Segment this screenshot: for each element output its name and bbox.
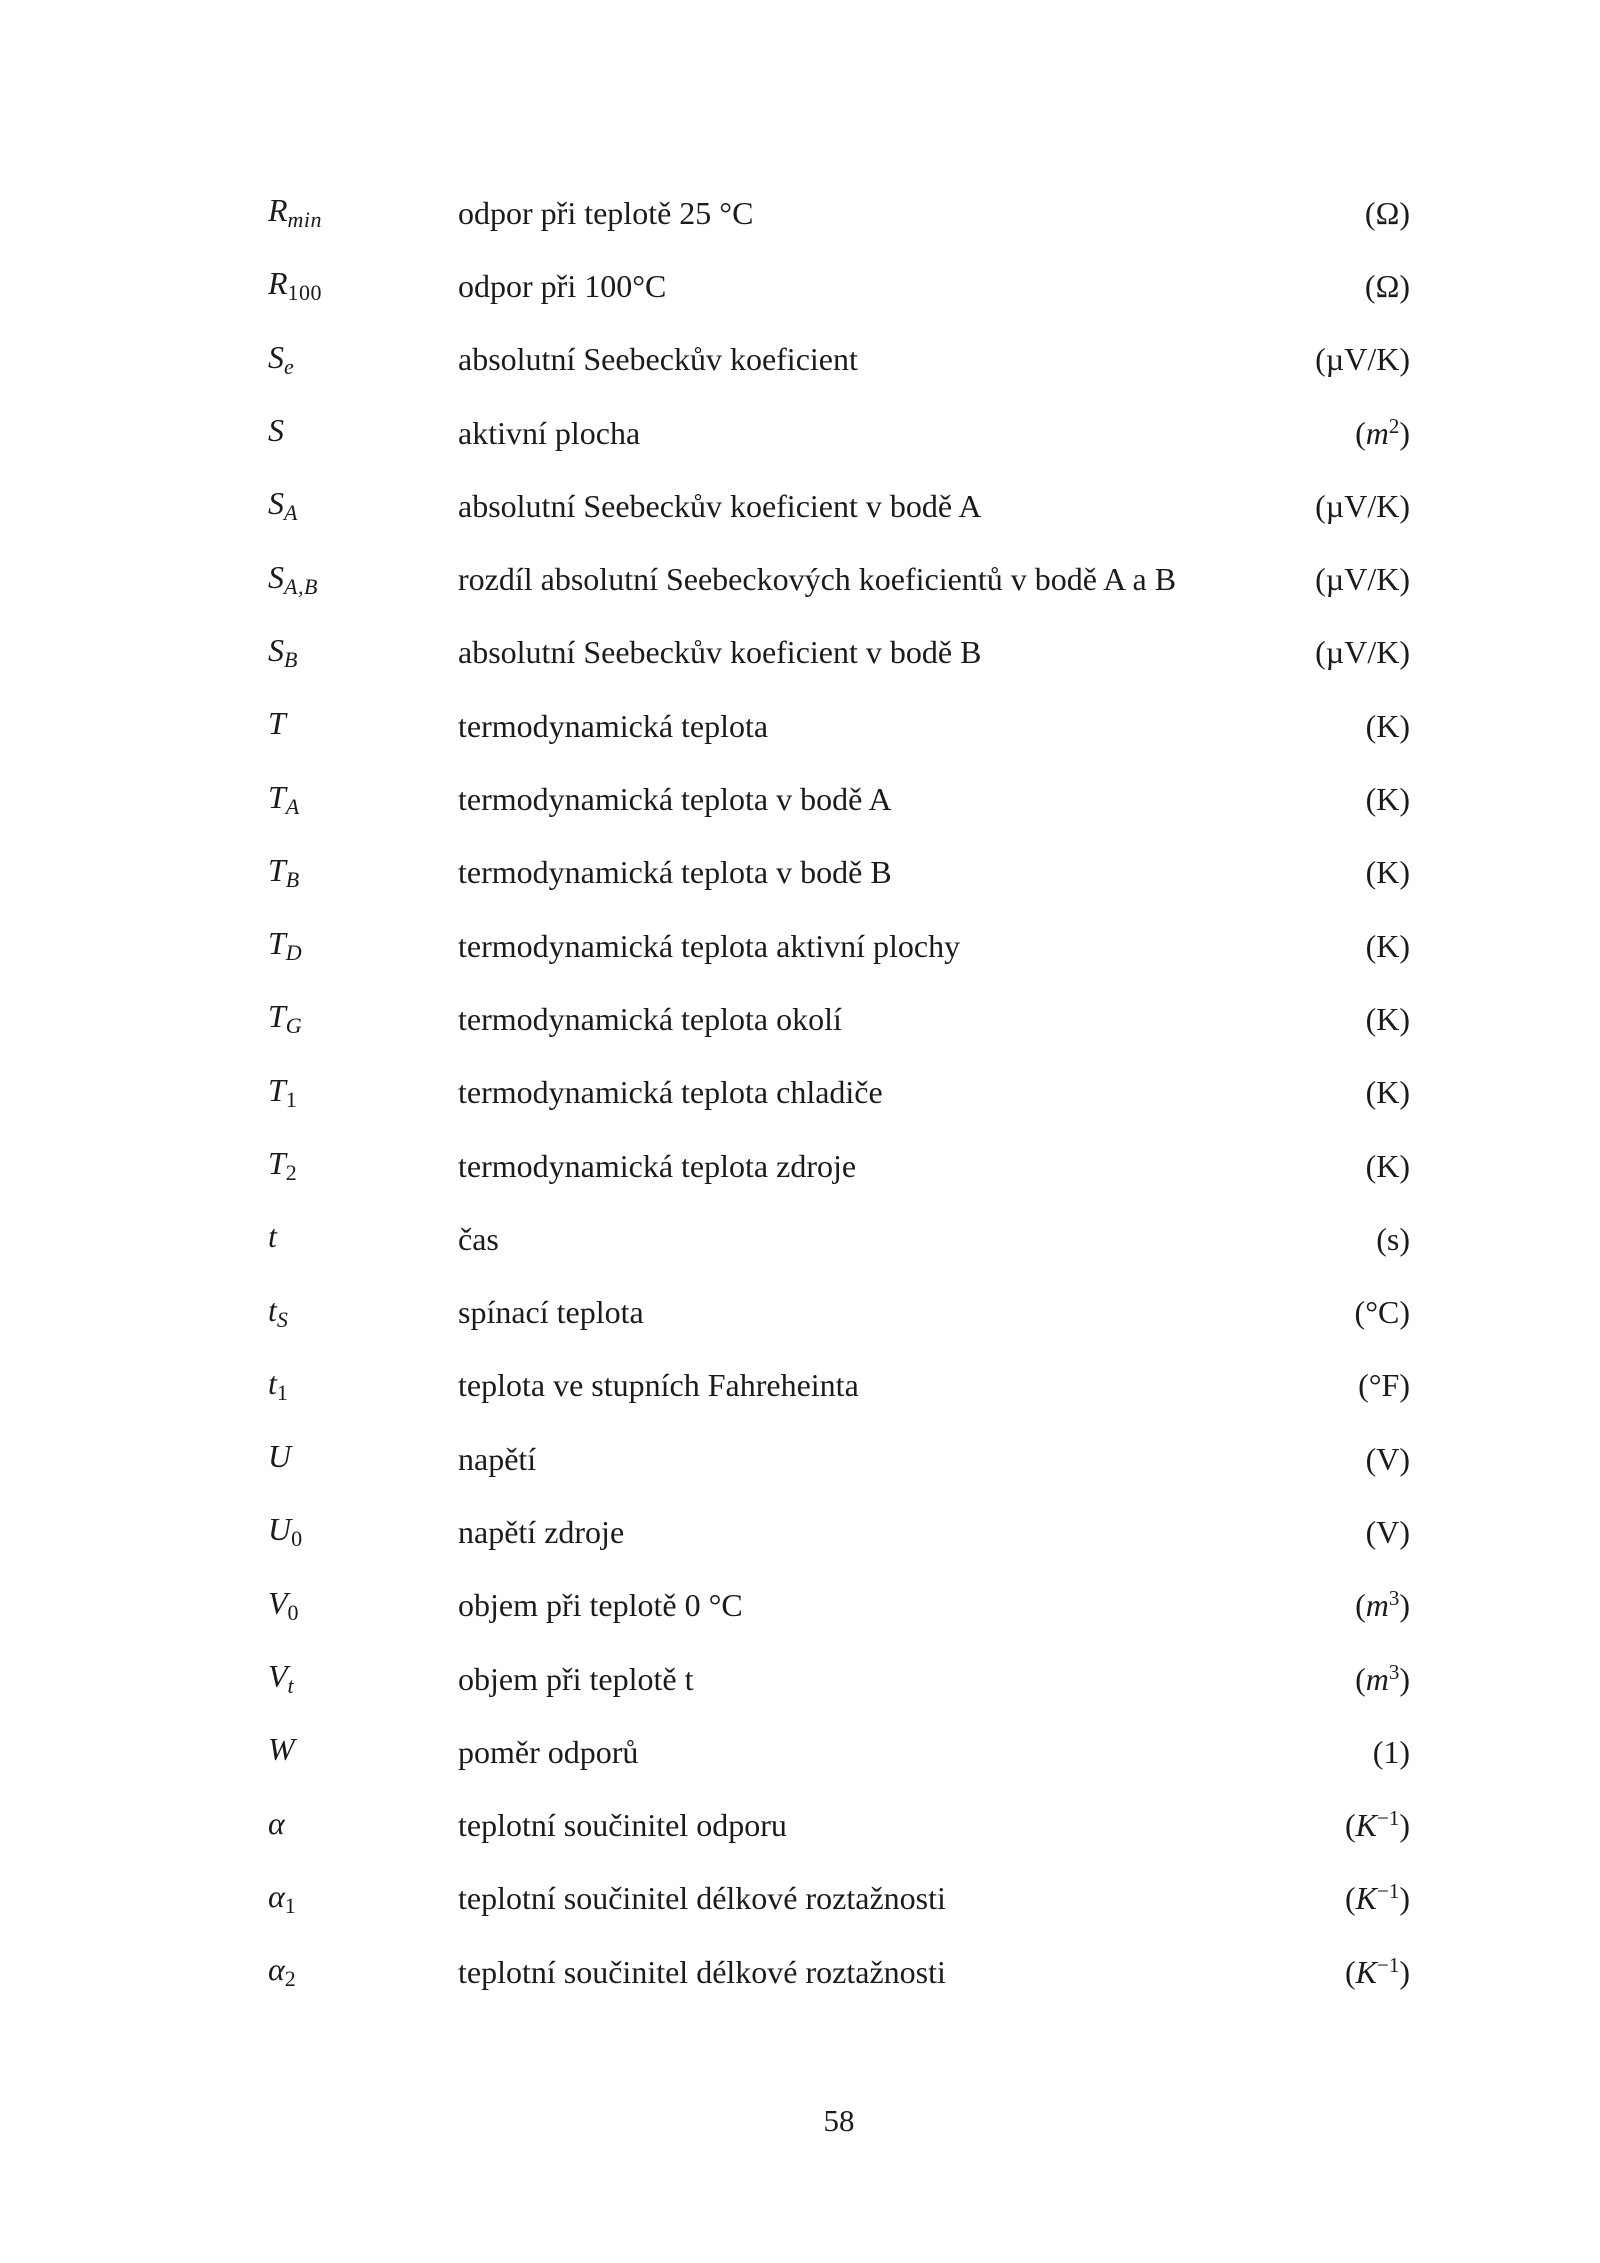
symbol (268, 338, 458, 379)
symbol-unit (1365, 1147, 1410, 1184)
symbol-description: termodynamická teplota okolí (458, 1000, 842, 1037)
symbol-unit (1315, 341, 1410, 378)
unit-open-paren: ( (1365, 854, 1377, 891)
unit-base: V (1376, 1513, 1400, 1550)
symbol-row (268, 1349, 1410, 1422)
symbol-unit (1365, 854, 1410, 891)
page-number: 58 (823, 2103, 855, 2138)
symbol-row (268, 1422, 1410, 1495)
symbol-description: objem při teplotě t (458, 1660, 694, 1697)
unit-superscript: −1 (1377, 1879, 1400, 1904)
unit-base: m (1365, 1587, 1389, 1624)
symbol-description: termodynamická teplota v bodě A (458, 781, 892, 818)
unit-open-paren: ( (1376, 1220, 1387, 1257)
symbol-row (268, 1715, 1410, 1788)
unit-close-paren: ) (1399, 854, 1410, 891)
symbol-list (268, 176, 1410, 2008)
unit-open-paren: ( (1315, 487, 1326, 524)
symbol-subscript: 1 (285, 1086, 298, 1112)
unit-base: K (1376, 1147, 1400, 1184)
unit-open-paren: ( (1364, 194, 1376, 231)
symbol-letter: T (268, 925, 286, 962)
symbol-letter: T (268, 1071, 286, 1108)
symbol-row (268, 1275, 1410, 1348)
unit-base: m (1365, 414, 1389, 451)
symbol-row (268, 1056, 1410, 1129)
symbol (268, 1147, 458, 1184)
unit-open-paren: ( (1345, 1807, 1356, 1844)
symbol (268, 194, 458, 231)
symbol-letter: T (268, 851, 286, 888)
symbol-subscript: G (285, 1013, 303, 1039)
unit-base: °F (1368, 1367, 1400, 1404)
symbol (268, 1440, 458, 1477)
unit-close-paren: ) (1399, 1660, 1410, 1697)
unit-base: K (1376, 854, 1400, 891)
symbol-letter: V (268, 1658, 288, 1695)
symbol (268, 414, 458, 451)
symbol-description: poměr odporů (458, 1733, 639, 1770)
unit-base: µV/K (1325, 634, 1400, 671)
symbol (268, 927, 458, 964)
symbol-subscript: D (285, 940, 303, 966)
unit-open-paren: ( (1365, 1000, 1377, 1037)
symbol-description: spínací teplota (458, 1294, 644, 1331)
unit-close-paren: ) (1399, 1074, 1410, 1111)
symbol-description: odpor při teplotě 25 °C (458, 194, 754, 231)
symbol-unit (1365, 1440, 1410, 1477)
symbol (268, 1071, 458, 1112)
symbol-description: teplotní součinitel délkové roztažnosti (458, 1880, 946, 1917)
symbol-row (268, 1862, 1410, 1935)
unit-close-paren: ) (1399, 341, 1410, 378)
unit-close-paren: ) (1399, 707, 1410, 744)
symbol (268, 1220, 458, 1257)
symbol-subscript: 1 (276, 1379, 289, 1405)
symbol-letter: α (268, 1951, 285, 1988)
unit-close-paren: ) (1399, 1367, 1410, 1404)
unit-close-paren: ) (1399, 1000, 1410, 1037)
symbol-row (268, 542, 1410, 615)
unit-open-paren: ( (1355, 1587, 1366, 1624)
symbol-description: čas (458, 1220, 499, 1257)
symbol-letter: t (268, 1364, 277, 1401)
symbol-unit (1372, 1733, 1410, 1770)
unit-close-paren: ) (1399, 267, 1410, 304)
unit-open-paren: ( (1365, 1074, 1377, 1111)
symbol-unit (1364, 267, 1410, 304)
symbol-unit (1376, 1220, 1410, 1257)
unit-base: Ω (1375, 267, 1400, 304)
symbol (268, 1513, 458, 1550)
symbol-unit (1365, 1074, 1410, 1111)
symbol-description: termodynamická teplota (458, 707, 769, 744)
symbol-row (268, 762, 1410, 835)
unit-open-paren: ( (1315, 341, 1326, 378)
symbol-unit (1315, 487, 1410, 524)
symbol (268, 851, 458, 892)
symbol-letter: S (268, 631, 284, 668)
unit-open-paren: ( (1365, 1440, 1377, 1477)
symbol-description: absolutní Seebeckův koeficient v bodě B (458, 634, 982, 671)
unit-close-paren: ) (1399, 414, 1410, 451)
unit-superscript: −1 (1377, 1806, 1400, 1831)
symbol-row (268, 1495, 1410, 1568)
symbol-row (268, 1129, 1410, 1202)
unit-base: µV/K (1325, 487, 1400, 524)
unit-base: V (1376, 1440, 1400, 1477)
symbol-letter: U (268, 1511, 292, 1548)
unit-superscript: −1 (1377, 1952, 1400, 1977)
symbol-letter: U (268, 1438, 292, 1475)
unit-base: K (1376, 927, 1400, 964)
symbol-description: termodynamická teplota aktivní plochy (458, 927, 961, 964)
unit-close-paren: ) (1399, 561, 1410, 598)
symbol-description: termodynamická teplota v bodě B (458, 854, 892, 891)
unit-base: °C (1365, 1294, 1400, 1331)
symbol-letter: S (268, 485, 284, 522)
unit-base: K (1376, 1074, 1400, 1111)
symbol-row (268, 1642, 1410, 1715)
symbol-subscript: A,B (284, 573, 318, 599)
symbol (268, 1733, 458, 1770)
symbol-subscript: 100 (287, 280, 323, 306)
symbol-description: rozdíl absolutní Seebeckových koeficientů v bodě A a B (458, 561, 1177, 598)
symbol-letter: W (268, 1731, 295, 1768)
symbol-row (268, 616, 1410, 689)
symbol-letter: R (268, 265, 288, 302)
unit-base: µV/K (1325, 561, 1400, 598)
unit-close-paren: ) (1399, 1513, 1410, 1550)
symbol-description: aktivní plocha (458, 414, 641, 451)
unit-open-paren: ( (1315, 561, 1326, 598)
unit-close-paren: ) (1399, 927, 1410, 964)
unit-close-paren: ) (1399, 1440, 1410, 1477)
symbol-unit (1365, 1000, 1410, 1037)
symbol-letter: T (268, 1145, 286, 1181)
symbol-description: napětí zdroje (458, 1513, 625, 1550)
symbol-unit (1345, 1952, 1410, 1990)
unit-open-paren: ( (1365, 1147, 1377, 1184)
unit-superscript: 3 (1388, 1659, 1400, 1684)
symbol (268, 1804, 458, 1844)
symbol-subscript: 2 (284, 1966, 297, 1992)
symbol-row (268, 323, 1410, 396)
unit-open-paren: ( (1365, 1513, 1377, 1550)
unit-close-paren: ) (1399, 1953, 1410, 1990)
symbol-row (268, 396, 1410, 469)
symbol-subscript: B (285, 866, 300, 892)
unit-open-paren: ( (1358, 1367, 1369, 1404)
unit-base: 1 (1383, 1733, 1400, 1770)
unit-open-paren: ( (1345, 1953, 1356, 1990)
symbol-subscript: t (287, 1673, 295, 1699)
symbol-description: termodynamická teplota zdroje (458, 1147, 857, 1184)
unit-base: K (1355, 1807, 1377, 1844)
unit-open-paren: ( (1364, 267, 1376, 304)
symbol (268, 1000, 458, 1037)
symbol-row (268, 176, 1410, 249)
unit-close-paren: ) (1399, 1807, 1410, 1844)
symbol-row (268, 982, 1410, 1055)
symbol (268, 487, 458, 524)
symbol-row (268, 469, 1410, 542)
symbol-letter: S (268, 412, 284, 449)
symbol-description: teplotní součinitel délkové roztažnosti (458, 1953, 946, 1990)
unit-base: K (1355, 1953, 1377, 1990)
symbol (268, 558, 458, 599)
symbol-letter: S (268, 558, 284, 595)
symbol-row (268, 249, 1410, 322)
symbol-subscript: e (284, 353, 295, 379)
unit-base: m (1365, 1660, 1389, 1697)
symbol-subscript: 0 (287, 1599, 300, 1625)
symbol-row (268, 1202, 1410, 1275)
unit-open-paren: ( (1315, 634, 1326, 671)
symbol-description: termodynamická teplota chladiče (458, 1074, 883, 1111)
unit-close-paren: ) (1399, 781, 1410, 818)
symbol (268, 631, 458, 672)
symbol (268, 1877, 458, 1918)
symbol-letter: R (268, 192, 288, 229)
unit-base: s (1386, 1220, 1400, 1257)
symbol (268, 1584, 458, 1625)
symbol-unit (1315, 561, 1410, 598)
symbol-letter: t (268, 1291, 277, 1328)
unit-close-paren: ) (1399, 487, 1410, 524)
unit-open-paren: ( (1355, 414, 1366, 451)
symbol-letter: T (268, 705, 286, 742)
symbol (268, 707, 458, 744)
unit-close-paren: ) (1399, 634, 1410, 671)
unit-close-paren: ) (1399, 1220, 1410, 1257)
symbol-letter: α (268, 1804, 285, 1841)
unit-base: µV/K (1325, 341, 1400, 378)
unit-open-paren: ( (1372, 1733, 1384, 1770)
symbol (268, 1364, 458, 1405)
symbol-description: teplota ve stupních Fahreheinta (458, 1367, 859, 1404)
symbol (268, 267, 458, 304)
symbol-unit (1365, 1513, 1410, 1550)
symbol-unit (1315, 634, 1410, 671)
unit-open-paren: ( (1355, 1660, 1366, 1697)
symbol (268, 1953, 458, 1990)
symbol (268, 1291, 458, 1332)
symbol-description: teplotní součinitel odporu (458, 1807, 787, 1844)
symbol-subscript: min (287, 207, 323, 233)
symbol-letter: T (268, 998, 286, 1035)
symbol-row (268, 909, 1410, 982)
symbol-letter: t (268, 1218, 277, 1255)
unit-base: K (1376, 1000, 1400, 1037)
symbol-subscript: B (284, 646, 298, 672)
symbol-unit (1364, 194, 1410, 231)
symbol-unit (1355, 1659, 1410, 1697)
unit-close-paren: ) (1399, 194, 1410, 231)
symbol-unit (1355, 413, 1410, 451)
symbol-subscript: A (284, 500, 298, 526)
symbol-subscript: S (276, 1306, 289, 1332)
symbol-unit (1345, 1806, 1410, 1844)
symbol-unit (1355, 1586, 1410, 1624)
unit-base: K (1355, 1880, 1377, 1917)
symbol-row (268, 1789, 1410, 1862)
symbol-subscript: 2 (285, 1160, 298, 1185)
symbol-description: absolutní Seebeckův koeficient v bodě A (458, 487, 982, 524)
unit-close-paren: ) (1399, 1880, 1410, 1917)
symbol-unit (1365, 781, 1410, 818)
symbol-description: odpor při 100°C (458, 267, 667, 304)
unit-close-paren: ) (1399, 1587, 1410, 1624)
symbol-row (268, 836, 1410, 909)
unit-base: K (1376, 781, 1400, 818)
unit-superscript: 2 (1388, 413, 1400, 438)
symbol-letter: V (268, 1584, 288, 1621)
symbol-description: napětí (458, 1440, 537, 1477)
unit-superscript: 3 (1388, 1586, 1400, 1611)
symbol-subscript: 1 (284, 1892, 297, 1918)
unit-open-paren: ( (1365, 927, 1377, 964)
symbol-unit (1354, 1294, 1410, 1331)
symbol-subscript: A (285, 793, 300, 819)
symbol-description: objem při teplotě 0 °C (458, 1587, 743, 1624)
symbol-letter: S (268, 338, 284, 375)
unit-open-paren: ( (1365, 707, 1377, 744)
symbol-unit (1345, 1879, 1410, 1917)
symbol-row (268, 1935, 1410, 2008)
symbol-letter: T (268, 778, 286, 815)
symbol-row (268, 1569, 1410, 1642)
unit-close-paren: ) (1399, 1733, 1410, 1770)
symbol-unit (1365, 707, 1410, 744)
symbol-description: absolutní Seebeckův koeficient (458, 341, 858, 378)
symbol-letter: α (268, 1877, 285, 1914)
symbol-unit (1365, 927, 1410, 964)
symbol (268, 778, 458, 819)
unit-base: Ω (1375, 194, 1400, 231)
symbol-row (268, 689, 1410, 762)
unit-open-paren: ( (1365, 781, 1377, 818)
symbol-subscript: 0 (291, 1526, 303, 1552)
unit-close-paren: ) (1399, 1147, 1410, 1184)
unit-open-paren: ( (1354, 1294, 1366, 1331)
unit-close-paren: ) (1399, 1294, 1410, 1331)
symbol-unit (1358, 1367, 1410, 1404)
unit-open-paren: ( (1345, 1880, 1356, 1917)
unit-base: K (1376, 707, 1400, 744)
symbol (268, 1660, 458, 1697)
